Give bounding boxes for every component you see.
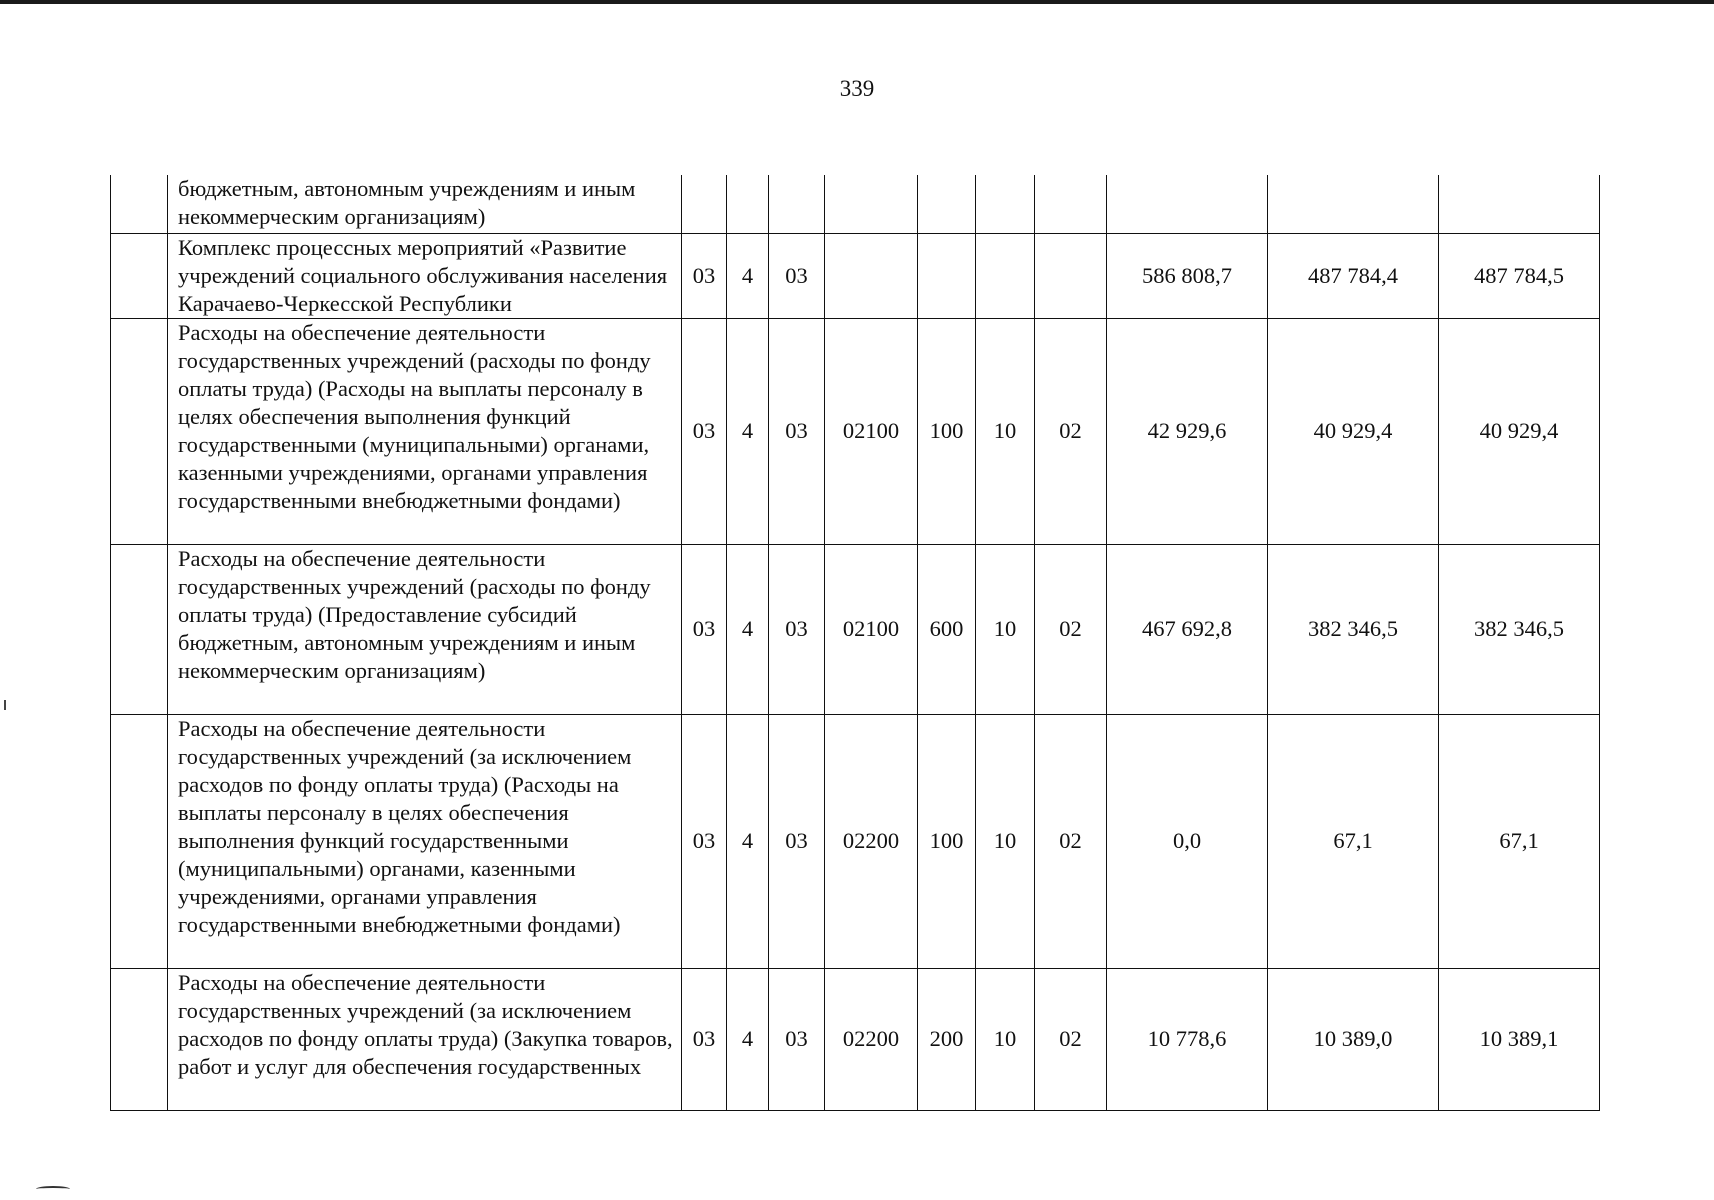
year3-amount-cell: 40 929,4	[1439, 318, 1600, 544]
vr-cell	[918, 233, 976, 318]
year3-amount-cell: 10 389,1	[1439, 968, 1600, 1110]
rz-cell: 10	[976, 714, 1035, 968]
vr-cell: 100	[918, 318, 976, 544]
year2-amount-cell: 10 389,0	[1268, 968, 1439, 1110]
year1-amount-cell: 10 778,6	[1107, 968, 1268, 1110]
direction-cell: 02200	[825, 968, 918, 1110]
pr-cell: 02	[1035, 318, 1107, 544]
direction-cell: 02100	[825, 318, 918, 544]
gp-cell: 03	[682, 544, 727, 714]
year2-amount-cell: 487 784,4	[1268, 233, 1439, 318]
rz-cell: 10	[976, 544, 1035, 714]
pgp-cell: 4	[727, 233, 769, 318]
row-name-cell: бюджетным, автономным учреждениям и иным некоммерческим организациям)	[168, 175, 682, 233]
row-name-cell: Расходы на обеспечение деятельности государственных учреждений (за исключением расходов по фонду оплаты труда) (Закупка товаров, работ и услуг для обеспечения государственных	[168, 968, 682, 1110]
direction-cell	[825, 175, 918, 233]
rz-cell: 10	[976, 318, 1035, 544]
year1-amount-cell: 42 929,6	[1107, 318, 1268, 544]
year3-amount-cell: 67,1	[1439, 714, 1600, 968]
table-row	[111, 175, 1600, 233]
rz-cell	[976, 175, 1035, 233]
row-number-cell	[111, 318, 168, 544]
year3-amount-cell	[1439, 175, 1600, 233]
om-cell: 03	[769, 714, 825, 968]
table-row	[111, 233, 1600, 318]
pgp-cell: 4	[727, 318, 769, 544]
vr-cell: 100	[918, 714, 976, 968]
scan-edge-top	[0, 0, 1714, 4]
vr-cell: 600	[918, 544, 976, 714]
year2-amount-cell: 40 929,4	[1268, 318, 1439, 544]
page-number: 339	[839, 76, 875, 101]
om-cell: 03	[769, 968, 825, 1110]
row-number-cell	[111, 544, 168, 714]
table-row	[111, 968, 1600, 1110]
table-row	[111, 544, 1600, 714]
scan-artifact	[36, 1186, 70, 1192]
direction-cell	[825, 233, 918, 318]
row-name-cell: Комплекс процессных мероприятий «Развитие учреждений социального обслуживания населения Карачаево-Черкесской Республики	[168, 233, 682, 318]
year2-amount-cell: 382 346,5	[1268, 544, 1439, 714]
year3-amount-cell: 487 784,5	[1439, 233, 1600, 318]
row-name-cell: Расходы на обеспечение деятельности государственных учреждений (за исключением расходов по фонду оплаты труда) (Расходы на выплаты персоналу в целях обеспечения выполнения функций государственными (муниципальными) органами, казенными учреждениями, органами управления государственными внебюджетными фондами)	[168, 714, 682, 968]
table-row	[111, 318, 1600, 544]
pgp-cell: 4	[727, 714, 769, 968]
budget-table	[110, 175, 1600, 1111]
gp-cell	[682, 175, 727, 233]
pr-cell: 02	[1035, 544, 1107, 714]
pgp-cell	[727, 175, 769, 233]
vr-cell	[918, 175, 976, 233]
gp-cell: 03	[682, 233, 727, 318]
pgp-cell: 4	[727, 544, 769, 714]
year1-amount-cell: 467 692,8	[1107, 544, 1268, 714]
row-number-cell	[111, 233, 168, 318]
year2-amount-cell	[1268, 175, 1439, 233]
table-row	[111, 714, 1600, 968]
year3-amount-cell: 382 346,5	[1439, 544, 1600, 714]
pr-cell	[1035, 175, 1107, 233]
om-cell: 03	[769, 318, 825, 544]
pr-cell	[1035, 233, 1107, 318]
year1-amount-cell: 0,0	[1107, 714, 1268, 968]
om-cell	[769, 175, 825, 233]
row-name-cell: Расходы на обеспечение деятельности государственных учреждений (расходы по фонду оплаты труда) (Предоставление субсидий бюджетным, автономным учреждениям и иным некоммерческим организациям)	[168, 544, 682, 714]
row-number-cell	[111, 714, 168, 968]
rz-cell: 10	[976, 968, 1035, 1110]
year2-amount-cell: 67,1	[1268, 714, 1439, 968]
rz-cell	[976, 233, 1035, 318]
row-number-cell	[111, 175, 168, 233]
row-number-cell	[111, 968, 168, 1110]
om-cell: 03	[769, 544, 825, 714]
row-name-cell: Расходы на обеспечение деятельности государственных учреждений (расходы по фонду оплаты труда) (Расходы на выплаты персоналу в целях обеспечения выполнения функций государственными (муниципальными) органами, казенными учреждениями, органами управления государственными внебюджетными фондами)	[168, 318, 682, 544]
pr-cell: 02	[1035, 968, 1107, 1110]
year1-amount-cell	[1107, 175, 1268, 233]
year1-amount-cell: 586 808,7	[1107, 233, 1268, 318]
scan-artifact	[4, 700, 6, 710]
gp-cell: 03	[682, 318, 727, 544]
direction-cell: 02200	[825, 714, 918, 968]
gp-cell: 03	[682, 968, 727, 1110]
vr-cell: 200	[918, 968, 976, 1110]
om-cell: 03	[769, 233, 825, 318]
gp-cell: 03	[682, 714, 727, 968]
direction-cell: 02100	[825, 544, 918, 714]
pr-cell: 02	[1035, 714, 1107, 968]
pgp-cell: 4	[727, 968, 769, 1110]
